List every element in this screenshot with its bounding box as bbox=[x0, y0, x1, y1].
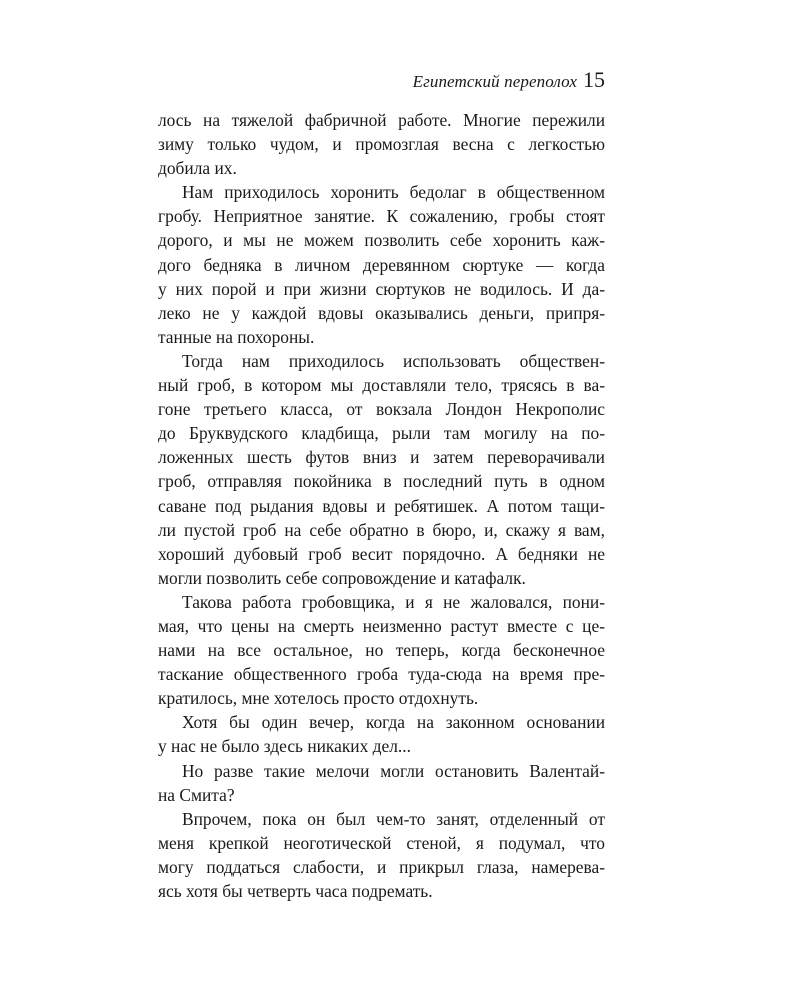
text-line: добила их. bbox=[158, 158, 237, 179]
text-line: саване под рыдания вдовы и ребятишек. А потом тащи- bbox=[158, 495, 605, 516]
text-line: хороший дубовый гроб весит порядочно. А бедняки не bbox=[158, 543, 605, 564]
text-line: мая, что цены на смерть неизменно растут вместе с це- bbox=[158, 615, 605, 636]
text-line: танные на похороны. bbox=[158, 326, 315, 347]
text-line: Тогда нам приходилось использовать обществен- bbox=[182, 350, 605, 371]
text-line: Такова работа гробовщика, и я не жаловался, пони- bbox=[182, 591, 605, 612]
text-line: таскание общественного гроба туда-сюда на время пре- bbox=[158, 664, 605, 685]
text-line: дого бедняка в личном деревянном сюртуке — когда bbox=[158, 254, 605, 275]
text-line: зиму только чудом, и промозглая весна с легкостью bbox=[158, 134, 605, 155]
text-line: меня крепкой неоготической стеной, я подумал, что bbox=[158, 832, 605, 853]
text-line: гоне третьего класса, от вокзала Лондон Некрополис bbox=[158, 399, 605, 420]
text-line: нами на все остальное, но теперь, когда бесконечное bbox=[158, 640, 605, 661]
text-line: Хотя бы один вечер, когда на законном основании bbox=[182, 712, 605, 733]
text-line: Нам приходилось хоронить бедолаг в общественном bbox=[182, 182, 605, 203]
text-line: могу поддаться слабости, и прикрыл глаза, намерева- bbox=[158, 856, 605, 877]
text-line: Впрочем, пока он был чем-то занят, отделенный от bbox=[182, 808, 605, 829]
text-line: дорого, и мы не можем позволить себе хоронить каж- bbox=[158, 230, 605, 251]
text-line: ложенных шесть футов вниз и затем переворачивали bbox=[158, 447, 605, 468]
text-line: на Смита? bbox=[158, 784, 235, 805]
running-title: Египетский переполох bbox=[412, 72, 577, 91]
text-line: до Бруквудского кладбища, рыли там могилу на по- bbox=[158, 423, 605, 444]
page-number: 15 bbox=[583, 67, 605, 92]
body-text bbox=[158, 108, 605, 903]
text-line: гроб, отправляя покойника в последний путь в одном bbox=[158, 471, 605, 492]
text-line: у них порой и при жизни сюртуков не водилось. И да- bbox=[158, 278, 605, 299]
text-line: кратилось, мне хотелось просто отдохнуть. bbox=[158, 688, 479, 709]
text-line: гробу. Неприятное занятие. К сожалению, гробы стоят bbox=[158, 206, 605, 227]
text-line: ный гроб, в котором мы доставляли тело, трясясь в ва- bbox=[158, 375, 605, 396]
text-line: леко не у каждой вдовы оказывались деньги, припря- bbox=[158, 302, 605, 323]
text-line: Но разве такие мелочи могли остановить Валентай- bbox=[182, 760, 605, 781]
text-line: лось на тяжелой фабричной работе. Многие пережили bbox=[158, 110, 605, 130]
text-line: ясь хотя бы четверть часа подремать. bbox=[158, 881, 433, 901]
text-line: у нас не было здесь никаких дел... bbox=[158, 736, 411, 757]
page-header bbox=[158, 66, 605, 97]
text-line: ли пустой гроб на себе обратно в бюро, и, скажу я вам, bbox=[158, 519, 605, 540]
text-line: могли позволить себе сопровождение и катафалк. bbox=[158, 567, 526, 588]
